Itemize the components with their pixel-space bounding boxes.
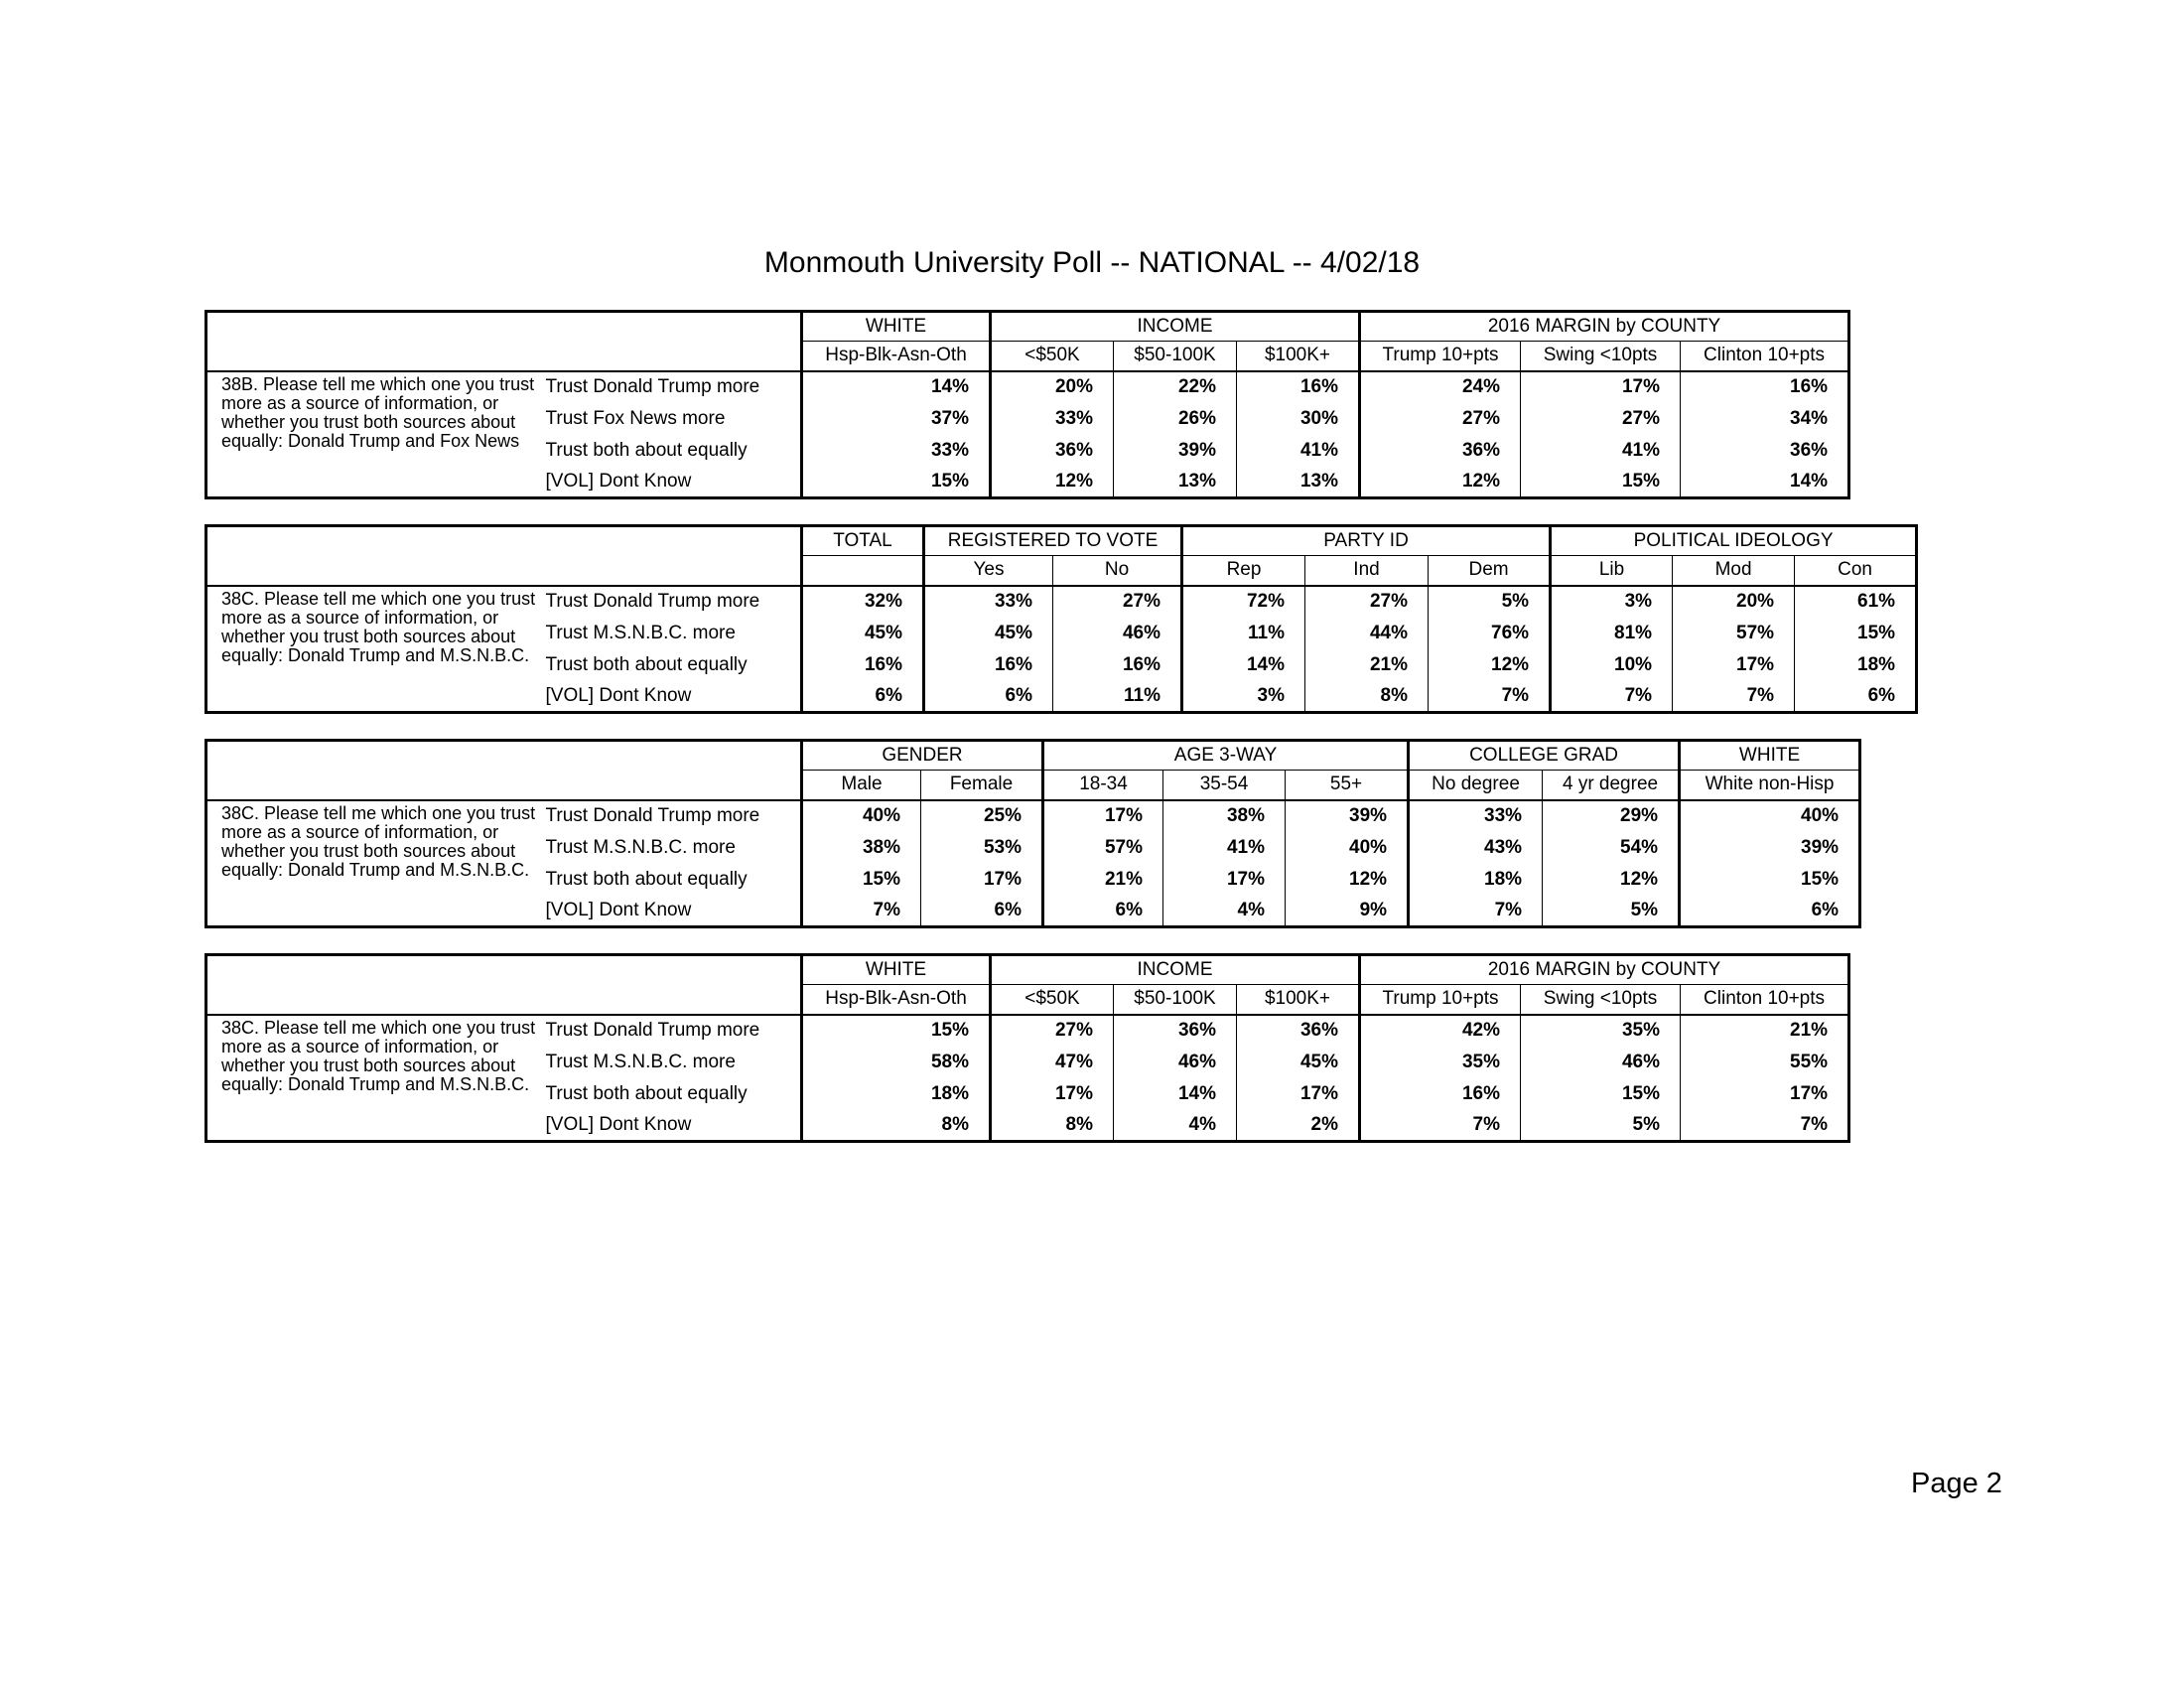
data-cell: 21% — [1043, 864, 1163, 896]
response-label: Trust both about equally — [542, 1078, 802, 1110]
column-header: Female — [921, 771, 1043, 800]
data-cell: 6% — [921, 896, 1043, 927]
data-cell: 14% — [1681, 467, 1849, 498]
data-cell: 20% — [1673, 586, 1795, 618]
data-cell: 15% — [802, 1015, 991, 1047]
data-cell: 18% — [1409, 864, 1543, 896]
data-cell: 55% — [1681, 1047, 1849, 1078]
data-cell: 7% — [1551, 681, 1673, 713]
column-header: 18-34 — [1043, 771, 1163, 800]
data-cell: 37% — [802, 403, 991, 435]
data-cell: 12% — [1429, 649, 1551, 681]
data-cell: 8% — [991, 1110, 1114, 1142]
column-header: $50-100K — [1114, 342, 1237, 371]
group-header: WHITE — [802, 955, 991, 985]
data-cell: 22% — [1114, 371, 1237, 403]
column-header: Trump 10+pts — [1360, 342, 1521, 371]
data-cell: 41% — [1237, 435, 1360, 467]
data-cell: 43% — [1409, 832, 1543, 864]
data-cell: 26% — [1114, 403, 1237, 435]
data-cell: 35% — [1360, 1047, 1521, 1078]
data-cell: 27% — [1305, 586, 1429, 618]
column-header: Swing <10pts — [1521, 342, 1681, 371]
question-text: 38C. Please tell me which one you trust more as a source of information, or whether you trust both sources about equally: Donald Trump and M.S.N.B.C. — [206, 1015, 542, 1142]
data-cell: 11% — [1182, 618, 1305, 649]
column-header: Clinton 10+pts — [1681, 985, 1849, 1015]
crosstab-table-4 — [205, 953, 1850, 1143]
data-cell: 18% — [802, 1078, 991, 1110]
data-cell: 14% — [1114, 1078, 1237, 1110]
data-cell: 45% — [924, 618, 1053, 649]
data-cell: 5% — [1543, 896, 1680, 927]
data-cell: 33% — [1409, 800, 1543, 832]
column-header: Dem — [1429, 556, 1551, 586]
data-cell: 46% — [1053, 618, 1182, 649]
data-cell: 36% — [1360, 435, 1521, 467]
page-number: Page 2 — [1911, 1468, 2002, 1499]
data-cell: 40% — [802, 800, 921, 832]
data-cell: 15% — [1521, 467, 1681, 498]
data-cell: 17% — [1681, 1078, 1849, 1110]
data-cell: 57% — [1673, 618, 1795, 649]
data-cell: 24% — [1360, 371, 1521, 403]
data-cell: 4% — [1163, 896, 1286, 927]
response-label: Trust both about equally — [542, 435, 802, 467]
data-cell: 15% — [802, 864, 921, 896]
response-label: Trust Donald Trump more — [542, 371, 802, 403]
data-cell: 7% — [1429, 681, 1551, 713]
column-header: 4 yr degree — [1543, 771, 1680, 800]
column-header: Con — [1795, 556, 1917, 586]
data-cell: 76% — [1429, 618, 1551, 649]
data-cell: 5% — [1429, 586, 1551, 618]
data-cell: 20% — [991, 371, 1114, 403]
response-label: [VOL] Dont Know — [542, 1110, 802, 1142]
data-cell: 27% — [1521, 403, 1681, 435]
data-cell: 33% — [991, 403, 1114, 435]
response-label: Trust Donald Trump more — [542, 586, 802, 618]
data-cell: 54% — [1543, 832, 1680, 864]
data-cell: 39% — [1114, 435, 1237, 467]
column-header: Yes — [924, 556, 1053, 586]
response-label: [VOL] Dont Know — [542, 681, 802, 713]
question-text: 38B. Please tell me which one you trust more as a source of information, or whether you trust both sources about equally: Donald Trump and Fox News — [206, 371, 542, 498]
data-cell: 14% — [1182, 649, 1305, 681]
table-row — [206, 800, 1860, 832]
column-header: Clinton 10+pts — [1681, 342, 1849, 371]
group-header: PARTY ID — [1182, 526, 1551, 556]
header-blank — [206, 526, 802, 586]
data-cell: 7% — [1681, 1110, 1849, 1142]
data-cell: 27% — [1053, 586, 1182, 618]
data-cell: 15% — [1521, 1078, 1681, 1110]
data-cell: 58% — [802, 1047, 991, 1078]
data-cell: 35% — [1521, 1015, 1681, 1047]
data-cell: 30% — [1237, 403, 1360, 435]
column-header: Hsp-Blk-Asn-Oth — [802, 985, 991, 1015]
data-cell: 6% — [802, 681, 924, 713]
crosstab-table-2 — [205, 524, 1918, 714]
data-cell: 17% — [1043, 800, 1163, 832]
data-cell: 5% — [1521, 1110, 1681, 1142]
data-cell: 45% — [802, 618, 924, 649]
data-cell: 12% — [1543, 864, 1680, 896]
column-header: <$50K — [991, 985, 1114, 1015]
data-cell: 6% — [1680, 896, 1860, 927]
column-header: <$50K — [991, 342, 1114, 371]
question-text: 38C. Please tell me which one you trust more as a source of information, or whether you trust both sources about equally: Donald Trump and M.S.N.B.C. — [206, 586, 542, 713]
response-label: [VOL] Dont Know — [542, 467, 802, 498]
column-header — [802, 556, 924, 586]
data-cell: 18% — [1795, 649, 1917, 681]
data-cell: 9% — [1286, 896, 1409, 927]
column-header: Rep — [1182, 556, 1305, 586]
response-label: Trust both about equally — [542, 864, 802, 896]
data-cell: 16% — [802, 649, 924, 681]
data-cell: 7% — [1409, 896, 1543, 927]
data-cell: 47% — [991, 1047, 1114, 1078]
table-row — [206, 1015, 1849, 1047]
crosstab-table-1 — [205, 310, 1850, 499]
data-cell: 36% — [1681, 435, 1849, 467]
data-cell: 21% — [1681, 1015, 1849, 1047]
group-header: COLLEGE GRAD — [1409, 741, 1680, 771]
data-cell: 17% — [1237, 1078, 1360, 1110]
data-cell: 7% — [802, 896, 921, 927]
data-cell: 8% — [1305, 681, 1429, 713]
data-cell: 17% — [1163, 864, 1286, 896]
data-cell: 53% — [921, 832, 1043, 864]
data-cell: 12% — [1360, 467, 1521, 498]
data-cell: 27% — [991, 1015, 1114, 1047]
data-cell: 16% — [924, 649, 1053, 681]
crosstab-table-3 — [205, 739, 1861, 928]
header-blank — [206, 312, 802, 371]
data-cell: 57% — [1043, 832, 1163, 864]
data-cell: 81% — [1551, 618, 1673, 649]
data-cell: 38% — [802, 832, 921, 864]
column-header: 35-54 — [1163, 771, 1286, 800]
response-label: Trust Fox News more — [542, 403, 802, 435]
group-header: WHITE — [1680, 741, 1860, 771]
data-cell: 32% — [802, 586, 924, 618]
data-cell: 14% — [802, 371, 991, 403]
data-cell: 8% — [802, 1110, 991, 1142]
column-header: White non-Hisp — [1680, 771, 1860, 800]
table-row — [206, 371, 1849, 403]
response-label: Trust M.S.N.B.C. more — [542, 832, 802, 864]
data-cell: 16% — [1360, 1078, 1521, 1110]
response-label: Trust Donald Trump more — [542, 800, 802, 832]
page-title: Monmouth University Poll -- NATIONAL -- 4/02/18 — [763, 246, 1421, 279]
column-header: Trump 10+pts — [1360, 985, 1521, 1015]
data-cell: 16% — [1681, 371, 1849, 403]
question-text: 38C. Please tell me which one you trust more as a source of information, or whether you trust both sources about equally: Donald Trump and M.S.N.B.C. — [206, 800, 542, 927]
data-cell: 36% — [991, 435, 1114, 467]
group-header: 2016 MARGIN by COUNTY — [1360, 955, 1849, 985]
data-cell: 42% — [1360, 1015, 1521, 1047]
data-cell: 33% — [802, 435, 991, 467]
data-cell: 7% — [1360, 1110, 1521, 1142]
group-header: 2016 MARGIN by COUNTY — [1360, 312, 1849, 342]
column-header: 55+ — [1286, 771, 1409, 800]
group-header: POLITICAL IDEOLOGY — [1551, 526, 1917, 556]
column-header: $50-100K — [1114, 985, 1237, 1015]
column-header: $100K+ — [1237, 342, 1360, 371]
data-cell: 13% — [1237, 467, 1360, 498]
data-cell: 39% — [1680, 832, 1860, 864]
data-cell: 16% — [1237, 371, 1360, 403]
data-cell: 41% — [1521, 435, 1681, 467]
column-header: Hsp-Blk-Asn-Oth — [802, 342, 991, 371]
column-header: Swing <10pts — [1521, 985, 1681, 1015]
data-cell: 3% — [1182, 681, 1305, 713]
data-cell: 15% — [1795, 618, 1917, 649]
data-cell: 36% — [1237, 1015, 1360, 1047]
data-cell: 29% — [1543, 800, 1680, 832]
data-cell: 17% — [921, 864, 1043, 896]
group-header: WHITE — [802, 312, 991, 342]
column-header: Male — [802, 771, 921, 800]
data-cell: 46% — [1114, 1047, 1237, 1078]
header-blank — [206, 955, 802, 1015]
data-cell: 45% — [1237, 1047, 1360, 1078]
data-cell: 12% — [1286, 864, 1409, 896]
column-header: Ind — [1305, 556, 1429, 586]
data-cell: 27% — [1360, 403, 1521, 435]
data-cell: 36% — [1114, 1015, 1237, 1047]
data-cell: 11% — [1053, 681, 1182, 713]
data-cell: 6% — [924, 681, 1053, 713]
data-cell: 38% — [1163, 800, 1286, 832]
data-cell: 33% — [924, 586, 1053, 618]
data-cell: 10% — [1551, 649, 1673, 681]
data-cell: 17% — [991, 1078, 1114, 1110]
column-header: $100K+ — [1237, 985, 1360, 1015]
data-cell: 21% — [1305, 649, 1429, 681]
group-header: INCOME — [991, 955, 1360, 985]
data-cell: 6% — [1795, 681, 1917, 713]
column-header: No degree — [1409, 771, 1543, 800]
column-header: No — [1053, 556, 1182, 586]
column-header: Mod — [1673, 556, 1795, 586]
group-header: GENDER — [802, 741, 1043, 771]
data-cell: 4% — [1114, 1110, 1237, 1142]
data-cell: 17% — [1521, 371, 1681, 403]
data-cell: 61% — [1795, 586, 1917, 618]
group-header: TOTAL — [802, 526, 924, 556]
group-header: INCOME — [991, 312, 1360, 342]
data-cell: 46% — [1521, 1047, 1681, 1078]
data-cell: 15% — [1680, 864, 1860, 896]
data-cell: 34% — [1681, 403, 1849, 435]
response-label: [VOL] Dont Know — [542, 896, 802, 927]
data-cell: 40% — [1286, 832, 1409, 864]
data-cell: 17% — [1673, 649, 1795, 681]
header-blank — [206, 741, 802, 800]
data-cell: 72% — [1182, 586, 1305, 618]
data-cell: 40% — [1680, 800, 1860, 832]
data-cell: 12% — [991, 467, 1114, 498]
column-header: Lib — [1551, 556, 1673, 586]
group-header: REGISTERED TO VOTE — [924, 526, 1182, 556]
data-cell: 7% — [1673, 681, 1795, 713]
table-row — [206, 586, 1917, 618]
data-cell: 16% — [1053, 649, 1182, 681]
response-label: Trust M.S.N.B.C. more — [542, 1047, 802, 1078]
data-cell: 3% — [1551, 586, 1673, 618]
data-cell: 15% — [802, 467, 991, 498]
response-label: Trust both about equally — [542, 649, 802, 681]
data-cell: 2% — [1237, 1110, 1360, 1142]
group-header: AGE 3-WAY — [1043, 741, 1409, 771]
data-cell: 25% — [921, 800, 1043, 832]
data-cell: 44% — [1305, 618, 1429, 649]
response-label: Trust Donald Trump more — [542, 1015, 802, 1047]
response-label: Trust M.S.N.B.C. more — [542, 618, 802, 649]
data-cell: 6% — [1043, 896, 1163, 927]
data-cell: 39% — [1286, 800, 1409, 832]
data-cell: 13% — [1114, 467, 1237, 498]
data-cell: 41% — [1163, 832, 1286, 864]
